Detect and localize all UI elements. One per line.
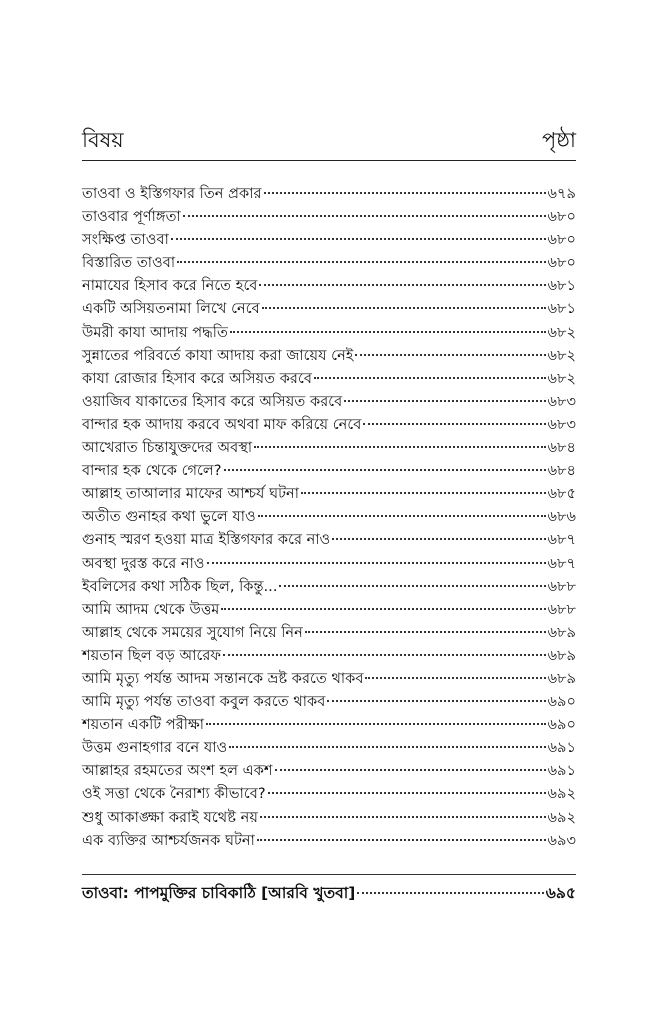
entry-page: ৬৯১ xyxy=(547,762,576,780)
entry-page: ৬৮৬ xyxy=(547,508,576,526)
dot-leader xyxy=(257,839,546,841)
toc-entry xyxy=(82,182,576,205)
toc-entry xyxy=(82,251,576,274)
dot-leader xyxy=(258,515,546,517)
dot-leader xyxy=(327,700,545,702)
entry-page: ৬৮৯ xyxy=(547,646,576,664)
entry-page: ৬৯১ xyxy=(547,739,576,757)
entry-title: একটি অসিয়তনামা লিখে নেবে xyxy=(82,300,260,318)
dot-leader xyxy=(221,608,545,610)
entry-title: গুনাহ স্মরণ হওয়া মাত্র ইস্তিগফার করে নাও xyxy=(82,531,331,549)
entry-page: ৬৮৪ xyxy=(547,462,576,480)
dot-leader xyxy=(229,746,545,748)
entry-page: ৬৯২ xyxy=(547,808,576,826)
subject-heading: বিষয় xyxy=(82,128,124,152)
dot-leader xyxy=(260,816,546,818)
entry-title: শয়তান একটি পরীক্ষা xyxy=(82,716,205,734)
entry-page: ৬৮৯ xyxy=(547,623,576,641)
dot-leader xyxy=(314,377,546,379)
entry-page: ৬৮১ xyxy=(547,300,576,318)
entry-title: বান্দার হক থেকে গেলে? xyxy=(82,462,222,480)
toc-entry xyxy=(82,575,576,598)
entry-title: আল্লাহর রহমতের অংশ হল একশ xyxy=(82,762,273,780)
dot-leader xyxy=(275,769,546,771)
dot-leader xyxy=(279,585,545,587)
dot-leader xyxy=(268,792,546,794)
toc-entry xyxy=(82,736,576,759)
dot-leader xyxy=(223,654,546,656)
toc-entry xyxy=(82,297,576,320)
entry-title: আমি মৃত্যু পর্যন্ত তাওবা কবুল করতে থাকব xyxy=(82,693,326,711)
entry-page: ৬৭৯ xyxy=(547,185,576,202)
entry-title: অবস্থা দুরস্ত করে নাও xyxy=(82,554,205,572)
toc-entry xyxy=(82,367,576,390)
entry-title: এক ব্যক্তির আশ্চর্যজনক ঘটনা xyxy=(82,831,255,849)
toc-entry xyxy=(82,806,576,829)
entry-page: ৬৮০ xyxy=(547,254,576,272)
entry-page: ৬৮২ xyxy=(547,323,576,341)
entry-title: সুন্নাতের পরিবর্তে কাযা আদায় করা জায়েয নেই xyxy=(82,346,354,364)
dot-leader xyxy=(357,892,543,894)
table-of-contents xyxy=(82,182,576,852)
toc-entry xyxy=(82,598,576,621)
toc-entry xyxy=(82,667,576,690)
toc-entry xyxy=(82,436,576,459)
entry-title: অতীত গুনাহর কথা ভুলে যাও xyxy=(82,508,256,526)
entry-page: ৬৯২ xyxy=(547,785,576,803)
entry-title: আখেরাত চিন্তাযুক্তদের অবস্থা xyxy=(82,439,253,457)
page-heading: পৃষ্ঠা xyxy=(541,128,576,152)
toc-entry xyxy=(82,528,576,551)
dot-leader xyxy=(264,192,546,194)
toc-entry xyxy=(82,505,576,528)
toc-entry xyxy=(82,552,576,575)
dot-leader xyxy=(177,261,545,263)
entry-title: ওয়াজিব যাকাতের হিসাব করে অসিয়ত করবে xyxy=(82,392,343,410)
entry-page: ৬৮২ xyxy=(547,346,576,364)
dot-leader xyxy=(259,284,545,286)
entry-page: ৬৯০ xyxy=(547,716,576,734)
dot-leader xyxy=(344,400,545,402)
toc-entry xyxy=(82,413,576,436)
entry-title: তাওবা ও ইস্তিগফার তিন প্রকার xyxy=(82,185,262,202)
toc-entry xyxy=(82,621,576,644)
dot-leader xyxy=(262,307,546,309)
entry-title: নামাযের হিসাব করে নিতে হবে xyxy=(82,277,258,295)
toc-entry xyxy=(82,759,576,782)
dot-leader xyxy=(224,469,546,471)
entry-title: কাযা রোজার হিসাব করে অসিয়ত করবে xyxy=(82,369,312,387)
entry-title: সংক্ষিপ্ত তাওবা xyxy=(82,231,169,249)
entry-page: ৬৮৮ xyxy=(547,600,576,618)
entry-page: ৬৮৭ xyxy=(547,531,576,549)
dot-leader xyxy=(171,238,546,240)
toc-entry xyxy=(82,829,576,852)
entry-page: ৬৮২ xyxy=(547,369,576,387)
entry-title: ইবলিসের কথা সঠিক ছিল, কিন্তু... xyxy=(82,577,278,595)
entry-page: ৬৮৫ xyxy=(547,485,576,503)
dot-leader xyxy=(183,215,546,217)
entry-page: ৬৯৫ xyxy=(545,884,576,902)
toc-entry xyxy=(82,228,576,251)
toc-entry xyxy=(82,459,576,482)
entry-title: শুধু আকাঙ্ক্ষা করাই যথেষ্ট নয় xyxy=(82,808,258,826)
toc-entry xyxy=(82,690,576,713)
entry-title: উমরী কাযা আদায় পদ্ধতি xyxy=(82,323,228,341)
entry-title: বিস্তারিত তাওবা xyxy=(82,254,176,272)
entry-page: ৬৮০ xyxy=(547,231,576,249)
entry-title: আল্লাহ থেকে সময়ের সুযোগ নিয়ে নিন xyxy=(82,623,303,641)
entry-page: ৬৮৩ xyxy=(547,415,576,433)
toc-entry xyxy=(82,344,576,367)
entry-page: ৬৯৩ xyxy=(547,831,576,849)
entry-page: ৬৮৩ xyxy=(547,392,576,410)
toc-entry xyxy=(82,321,576,344)
entry-title: আমি মৃত্যু পর্যন্ত আদম সন্তানকে ভ্রষ্ট করতে থাকব xyxy=(82,669,364,687)
entry-page: ৬৮৪ xyxy=(547,439,576,457)
entry-title: ওই সত্তা থেকে নৈরাশ্য কীভাবে? xyxy=(82,785,266,803)
toc-entry xyxy=(82,482,576,505)
dot-leader xyxy=(363,423,545,425)
section-divider xyxy=(82,874,576,875)
dot-leader xyxy=(305,631,546,633)
entry-page: ৬৯০ xyxy=(547,693,576,711)
toc-entry xyxy=(82,713,576,736)
entry-page: ৬৮৯ xyxy=(547,669,576,687)
entry-page: ৬৮৭ xyxy=(547,554,576,572)
entry-title: আল্লাহ তাআলার মাফের আশ্চর্য ঘটনা xyxy=(82,485,300,503)
entry-page: ৬৮৮ xyxy=(547,577,576,595)
header-divider xyxy=(82,160,576,161)
entry-title: শয়তান ছিল বড় আরেফ xyxy=(82,646,222,664)
dot-leader xyxy=(332,538,545,540)
entry-page: ৬৮১ xyxy=(547,277,576,295)
toc-entry xyxy=(82,205,576,228)
dot-leader xyxy=(207,562,546,564)
entry-title: তাওবার পূর্ণাঙ্গতা xyxy=(82,208,181,226)
final-toc-entry xyxy=(82,882,576,905)
toc-entry xyxy=(82,274,576,297)
dot-leader xyxy=(355,354,545,356)
page-header xyxy=(82,124,576,160)
toc-entry xyxy=(82,390,576,413)
entry-page: ৬৮০ xyxy=(547,208,576,226)
dot-leader xyxy=(206,723,546,725)
dot-leader xyxy=(230,331,546,333)
toc-entry xyxy=(82,782,576,805)
entry-title: উত্তম গুনাহগার বনে যাও xyxy=(82,739,228,757)
dot-leader xyxy=(301,492,546,494)
entry-title: বান্দার হক আদায় করবে অথবা মাফ করিয়ে নেবে xyxy=(82,415,362,433)
entry-title: আমি আদম থেকে উত্তম xyxy=(82,600,220,618)
dot-leader xyxy=(254,446,545,448)
toc-entry xyxy=(82,644,576,667)
dot-leader xyxy=(365,677,545,679)
entry-title: তাওবা: পাপমুক্তির চাবিকাঠি [আরবি খুতবা] xyxy=(82,884,356,902)
